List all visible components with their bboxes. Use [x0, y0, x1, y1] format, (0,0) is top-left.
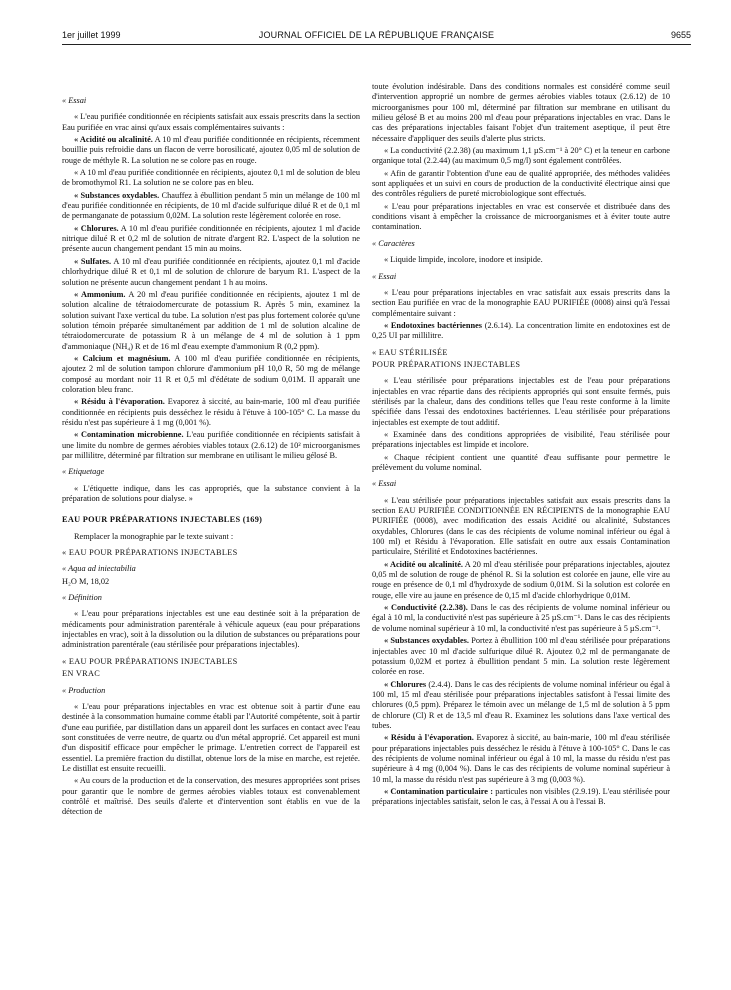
bromo-paragraph: « A 10 ml d'eau purifiée conditionnée en récipients, ajoutez 0,1 ml de solution de bleu de bromothymol R1. La solution ne se colore pas en bleu.: [62, 168, 360, 188]
contamination-text: L'eau purifiée conditionnée en récipients satisfait à une limite du nombre de germes aérobies viables totaux (2.6.12) de 10² microorganismes par millilitre, déterminé par filtration sur membrane en utilisant le milieu gélosé B.: [62, 430, 360, 460]
section-title: EAU POUR PRÉPARATIONS INJECTABLES (169): [62, 515, 263, 525]
page-header: [62, 27, 691, 43]
conservation-paragraph: « L'eau pour préparations injectables en vrac est conservée et distribuée dans des conditions visant à empêcher la croissance de microorganismes et à éviter toute autre contamination.: [372, 201, 670, 232]
ammonium-text: A 20 ml d'eau purifiée conditionnée en récipients, ajoutez 1 ml de solution alcaline de tétraiodomercurate de potassium R. Après 5 min, examinez la solution suivant l'axe vertical du tube. La solution n'est pas plus fortement colorée qu'une solution témoin préparée simultanément par addition de 1 ml de solution alcaline de tétraiodomercurate de potassium R à un mélange de 4 ml de solution à 1 ppm d'ammoniaque (NH₄) R et de 16 ml d'eau exempte d'ammonium R (0,2 ppm).: [62, 289, 360, 351]
chlorures2-text: (2.4.4). Dans le cas des récipients de volume nominal inférieur ou égal à 100 ml, 15 ml d'eau stérilisée pour préparations injectables satisfont à l'essai limite des chlorures (0,5 ppm). Préparez le témoin avec un mélange de 1,5 ml de solution à 5 ppm de chlorure (Cl) R et de 13,5 ml d'eau R. Examinez les solutions dans l'axe vertical des tubes.: [372, 679, 670, 730]
calcium-paragraph: [62, 354, 360, 395]
oxydables2-text: Portez à ébullition 100 ml d'eau stérilisée pour préparations injectables avec 10 ml d'acide sulfurique dilué R. Ajoutez 0,2 ml de permanganate de potassium 0,02M et portez à ébullition pendant 5 min. La solution reste légèrement colorée en rose.: [372, 636, 670, 677]
remplacer-text: Remplacer la monographie par le texte suivant :: [74, 531, 234, 541]
essai-heading: « Essai: [62, 96, 87, 105]
conductivite2-paragraph: [372, 603, 670, 634]
calcium-text: A 100 ml d'eau purifiée conditionnée en récipients, ajoutez 2 ml de solution tampon chlorure d'ammonium pH 10,0 R, 50 mg de mélange composé au mordant noir 11 R et 0,5 ml d'édétate de sodium 0,01M. Il apparaît une coloration bleu franc.: [62, 353, 360, 394]
ammonium-paragraph: [62, 290, 360, 352]
sterile-paragraph-1: « L'eau stérilisée pour préparations injectables est de l'eau pour préparations injectables en vrac répartie dans des récipients appropriés qui sont ensuite fermés, puis stérilisés par la chaleur, dans des conditions telles que l'eau reste conforme à la limite spécifiée dans l'essai des endotoxines bactériennes. L'eau stérilisée pour préparations injectables est exempte de tout additif.: [372, 376, 670, 427]
left-column: [62, 96, 360, 818]
residu2-paragraph: [372, 733, 670, 785]
afin-paragraph: « Afin de garantir l'obtention d'une eau de qualité appropriée, des méthodes validées sont appliquées et un suivi en cours de production de la conductivité électrique ainsi que des contrôles réguliers de pureté microbiologique sont effectués.: [372, 168, 670, 199]
caracteres-text: « Liquide limpide, incolore, inodore et insipide.: [384, 255, 543, 265]
oxydables-lead: « Substances oxydables.: [74, 190, 160, 200]
caracteres-heading: « Caractères: [372, 238, 415, 248]
endotoxines-paragraph: [372, 321, 670, 342]
oxydables-paragraph: [62, 191, 360, 222]
etiquetage-text: « L'étiquette indique, dans les cas appropriés, que la substance convient à la préparation de solutions pour dialyse. »: [62, 483, 360, 504]
particulaire-paragraph: [372, 787, 670, 808]
chlorures2-paragraph: [372, 680, 670, 732]
continued-paragraph: toute évolution indésirable. Dans des conditions normales est considéré comme seuil d'intervention approprié un nombre de germes aérobies viables totaux (2.6.12) de 10 microorganismes pour 100 ml, déterminé par filtration sur membrane en utilisant du milieu gélosé B et au moins 200 ml d'eau pour préparations injectables en vrac. Dans le cas des préparations injectables faisant l'objet d'un traitement aseptique, il peut être nécessaire d'appliquer des seuils d'alerte plus stricts.: [372, 82, 670, 143]
essai-text-right: « L'eau pour préparations injectables en vrac satisfait aux essais prescrits dans la section Eau purifiée en vrac de la monographie EAU PURIFIÉE (0008) ainsi qu'à l'essai complémentaire suivant :: [372, 287, 670, 318]
sterile-paragraph-3: « Chaque récipient contient une quantité d'eau suffisante pour permettre le prélèvement du volume nominal.: [372, 452, 670, 472]
latin-name: « Aqua ad iniectabilia: [62, 564, 136, 574]
conductivite2-text: Dans le cas des récipients de volume nominal inférieur ou égal à 10 ml, la conductivité n'est pas supérieure à 25 µS.cm⁻¹. Dans le cas des récipients de volume nominal supérieur à 10 ml, la conductivité n'est pas supérieure à 5 µS.cm⁻¹.: [372, 603, 670, 633]
acidite-text: A 10 ml d'eau purifiée conditionnée en récipients, récemment bouillie puis refroidie dans un flacon de verre borosilicaté, ajoutez 0,05 ml de solution de rouge de méthyle R. La solution ne se colore pas en rouge.: [62, 135, 360, 165]
sulfates-lead: « Sulfates.: [74, 256, 112, 266]
header-date: 1er juillet 1999: [62, 30, 121, 40]
header-rule: [62, 44, 691, 45]
acidite-paragraph: [62, 135, 360, 166]
sulfates-paragraph: [62, 257, 360, 288]
monograph-title: « EAU POUR PRÉPARATIONS INJECTABLES: [62, 548, 238, 558]
contamination-paragraph: [62, 430, 360, 461]
oxydables2-paragraph: [372, 636, 670, 677]
acidite-lead: « Acidité ou alcalinité.: [74, 135, 153, 145]
acidite2-paragraph: [372, 560, 670, 601]
chlorures2-lead: « Chlorures: [384, 679, 427, 689]
vrac-title-line2: EN VRAC: [62, 669, 101, 679]
particulaire-lead: « Contamination particulaire :: [384, 786, 493, 796]
header-journal-title: JOURNAL OFFICIEL DE LA RÉPUBLIQUE FRANÇAISE: [258, 30, 495, 40]
chlorures-lead: « Chlorures.: [74, 223, 119, 233]
vrac-title-line1: « EAU POUR PRÉPARATIONS INJECTABLES: [62, 656, 238, 666]
sterile-title-line1: « EAU STÉRILISÉE: [372, 347, 448, 357]
chlorures-paragraph: [62, 224, 360, 255]
conductivite2-lead: « Conductivité (2.2.38).: [384, 603, 468, 613]
right-column: [372, 82, 670, 808]
endotoxines-lead: « Endotoxines bactériennes: [384, 320, 483, 330]
formula: H₂O M, 18,02: [62, 576, 110, 586]
sulfates-text: A 10 ml d'eau purifiée conditionnée en récipients, ajoutez 0,1 ml d'acide chlorhydrique dilué R et 0,1 ml de solution de chlorure de baryum R1. L'aspect de la solution ne présente aucun changement pendant 1 h au moins.: [62, 256, 360, 287]
essai-intro: « L'eau purifiée conditionnée en récipients satisfait aux essais prescrits dans la section Eau purifiée en vrac ainsi qu'aux essais complémentaires suivants :: [62, 112, 360, 132]
calcium-lead: « Calcium et magnésium.: [74, 353, 171, 363]
oxydables-text: Chauffez à ébullition pendant 5 min un mélange de 100 ml d'eau purifiée conditionnée en récipients, de 10 ml d'acide sulfurique dilué R et de 0,1 ml de permanganate de potassium 0,02M. La solution reste légèrement colorée en rose.: [62, 190, 360, 221]
ammonium-lead: « Ammonium.: [74, 289, 126, 299]
endotoxines-text: (2.6.14). La concentration limite en endotoxines est de 0,25 UI par millilitre.: [372, 320, 670, 341]
residu2-lead: « Résidu à l'évaporation.: [384, 733, 474, 743]
essai-heading-right: « Essai: [372, 271, 397, 281]
sterile-paragraph-2: « Examinée dans des conditions appropriées de visibilité, l'eau stérilisée pour préparations injectables est limpide et incolore.: [372, 429, 670, 450]
particulaire-text: particules non visibles (2.9.19). L'eau stérilisée pour préparations injectables satisfait, selon le cas, à l'essai A ou à l'essai B.: [372, 786, 670, 807]
cours-text: « Au cours de la production et de la conservation, des mesures appropriées sont prises pour garantir que le nombre de germes aérobies viables totaux est convenablement contrôlé et maîtrisé. Des seuils d'alerte et d'intervention sont établis en vue de la détection de: [62, 776, 360, 817]
header-page-number: 9655: [670, 30, 691, 40]
acidite2-text: A 20 ml d'eau stérilisée pour préparations injectables, ajoutez 0,05 ml de solution de rouge de phénol R. Si la solution est colorée en jaune, elle vire au rouge en présence de 0,1 ml d'hydroxyde de sodium 0,01M. Si la solution est colorée en rouge, elle vire au jaune en présence de 0,15 ml d'acide chlorhydrique 0,01M.: [372, 559, 671, 600]
oxydables2-lead: « Substances oxydables.: [384, 636, 469, 646]
acidite2-lead: « Acidité ou alcalinité.: [384, 559, 463, 569]
conductivite-paragraph: « La conductivité (2.2.38) (au maximum 1,1 µS.cm⁻¹ à 20° C) et la teneur en carbone organique total (2.2.44) (au maximum 0,5 mg/l) sont également contrôlées.: [372, 146, 670, 166]
contamination-lead: « Contamination microbienne.: [74, 430, 184, 440]
definition-heading: « Définition: [62, 593, 102, 603]
essai2-heading: « Essai: [372, 479, 397, 489]
sterile-title-line2: POUR PRÉPARATIONS INJECTABLES: [372, 359, 521, 369]
definition-text: « L'eau pour préparations injectables est une eau destinée soit à la préparation de médicaments pour administration parentérale à véhicule aqueux (eau pour préparations injectables en vrac), soit à la dissolution ou la dilution de substances ou préparations pour administration parentérale (eau stérilisée pour préparations injectables).: [62, 609, 360, 650]
chlorures-text: A 10 ml d'eau purifiée conditionnée en récipients, ajoutez 1 ml d'acide nitrique dilué R et 0,2 ml de solution de nitrate d'argent R2. L'aspect de la solution ne présente aucun changement pendant 15 min au moins.: [62, 223, 360, 254]
residu-text: Evaporez à siccité, au bain-marie, 100 ml d'eau purifiée conditionnée en récipients puis desséchez le résidu à l'étuve à 100-105° C. La masse du résidu n'est pas supérieure à 1 mg (0,001 %).: [62, 397, 360, 427]
residu-lead: « Résidu à l'évaporation.: [74, 397, 165, 407]
production-heading: « Production: [62, 685, 106, 695]
etiquetage-heading: « Etiquetage: [62, 467, 105, 477]
residu2-text: Evaporez à siccité, au bain-marie, 100 ml d'eau stérilisée pour préparations injectables puis desséchez le résidu à l'étuve à 100-105° C. Dans le cas des récipients de volume nominal inférieur ou égal à 10 ml, la masse du résidu n'est pas supérieure à 4 mg (0,004 %). Dans le cas des récipients de volume nominal supérieur à 10 ml, la masse du résidu n'est pas supérieure à 3 mg (0,003 %).: [372, 733, 670, 784]
production-text: « L'eau pour préparations injectables en vrac est obtenue soit à partir d'une eau destinée à la consommation humaine comme établi par l'Autorité compétente, soit à partir d'une eau purifiée, par distillation dans un appareil dont les surfaces en contact avec l'eau sont constituées de verre neutre, de quartz ou d'un métal approprié. Cet appareil est muni d'un dispositif efficace pour empêcher le primage. L'entretien correct de l'appareil est essentiel. La première fraction du distillat, obtenue lors de la mise en marche, est rejetée. Le distillat est ensuite recueilli.: [62, 701, 361, 773]
essai2-text: « L'eau stérilisée pour préparations injectables satisfait aux essais prescrits dans la section EAU PURIFIÉE CONDITIONNÉE EN RÉCIPIENTS de la monographie EAU PURIFIÉE (0008), avec modification des essais Acidité ou alcalinité, Substances oxydables, Chlorures (dans le cas des récipients de volume nominal inférieur ou égal à 100 ml) et Résidu à l'évaporation. Elle satisfait en outre aux essais Contamination particulaire, Stérilité et Endotoxines bactériennes.: [372, 495, 670, 557]
residu-paragraph: [62, 397, 360, 428]
